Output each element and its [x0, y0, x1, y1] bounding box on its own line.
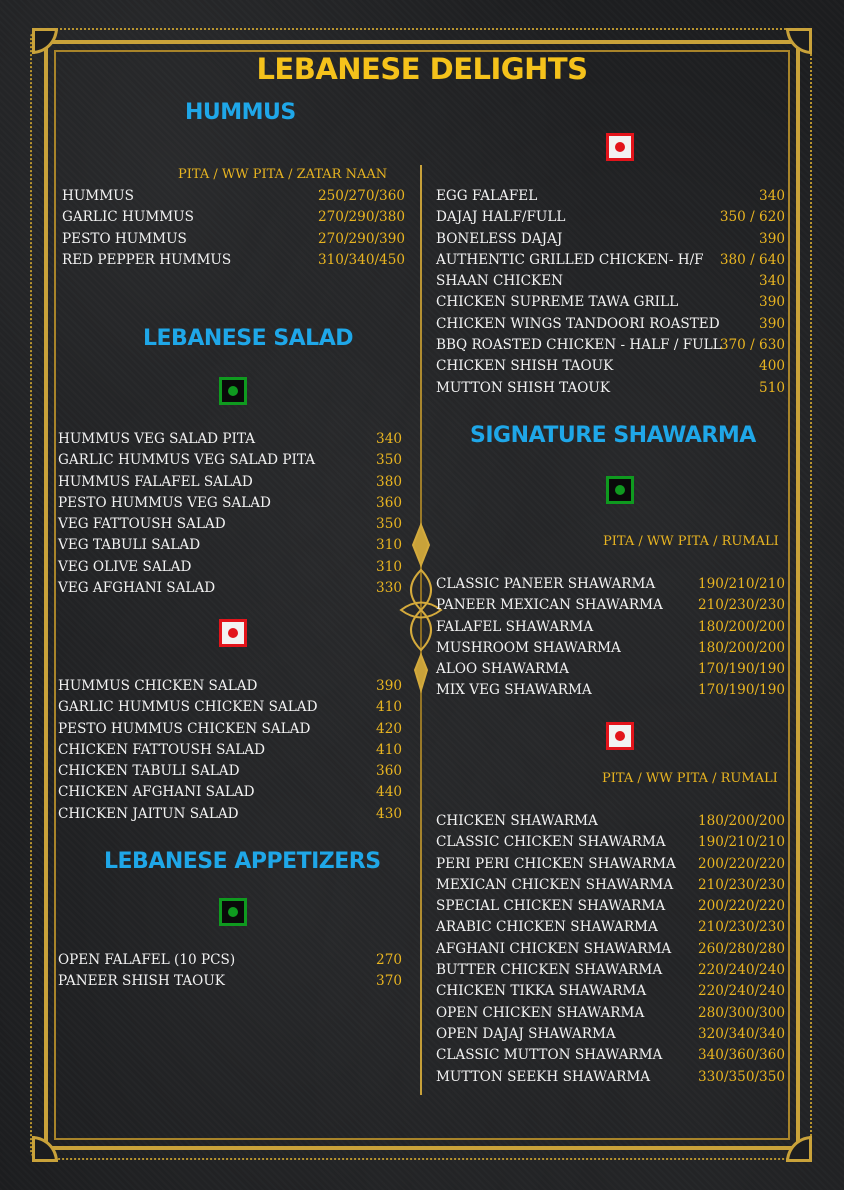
menu-item — [62, 229, 405, 250]
menu-item — [436, 638, 785, 659]
menu-item-price: 220/240/240 — [698, 962, 785, 979]
menu-item-price: 310 — [376, 558, 402, 575]
menu-item-price: 320/340/340 — [698, 1025, 785, 1042]
menu-item-price: 380 — [376, 473, 402, 490]
menu-item-price: 340/360/360 — [698, 1047, 785, 1064]
nonveg-salad-list — [58, 676, 402, 825]
menu-item-price: 270 — [376, 952, 402, 968]
menu-item — [58, 535, 402, 556]
menu-item-price: 250/270/360 — [318, 188, 405, 204]
hummus-bread-options: PITA / WW PITA / ZATAR NAAN — [178, 167, 388, 182]
menu-item-name: BONELESS DAJAJ — [436, 230, 563, 247]
menu-item-price: 170/190/190 — [698, 661, 785, 678]
menu-item — [436, 896, 785, 917]
hummus-list — [62, 186, 405, 271]
menu-item-name: AUTHENTIC GRILLED CHICKEN- H/F — [436, 251, 704, 268]
signature-shawarma-heading: SIGNATURE SHAWARMA — [470, 423, 756, 448]
menu-item-price: 420 — [376, 720, 402, 737]
menu-item-name: MUTTON SEEKH SHAWARMA — [436, 1068, 651, 1085]
menu-item-name: VEG FATTOUSH SALAD — [58, 516, 226, 533]
appetizers-list — [58, 950, 402, 993]
menu-item — [436, 595, 785, 616]
menu-item-price: 390 — [759, 230, 785, 247]
veg-shawarma-bread-options: PITA / WW PITA / RUMALI — [603, 534, 779, 549]
menu-item — [58, 472, 402, 493]
menu-item-price: 220/240/240 — [698, 983, 785, 1000]
menu-item — [436, 378, 785, 399]
menu-item-price: 280/300/300 — [698, 1004, 785, 1021]
menu-item-name: PESTO HUMMUS — [62, 230, 187, 247]
menu-item-price: 170/190/190 — [698, 682, 785, 699]
veg-symbol-icon — [219, 898, 247, 926]
menu-item — [58, 450, 402, 471]
menu-item-name: RED PEPPER HUMMUS — [62, 251, 232, 268]
menu-item-name: GARLIC HUMMUS CHICKEN SALAD — [58, 699, 318, 716]
menu-item-price: 270/290/390 — [318, 230, 405, 247]
lebanese-appetizers-heading: LEBANESE APPETIZERS — [104, 849, 381, 874]
menu-item-price: 440 — [376, 784, 402, 801]
menu-item-price: 340 — [376, 431, 402, 447]
menu-item-name: HUMMUS VEG SALAD PITA — [58, 431, 256, 447]
menu-item-name: BBQ ROASTED CHICKEN - HALF / FULL — [436, 337, 722, 354]
menu-item — [58, 697, 402, 718]
menu-item — [58, 761, 402, 782]
menu-item — [58, 804, 402, 825]
menu-item-price: 330 — [376, 580, 402, 597]
menu-item-price: 180/200/200 — [698, 618, 785, 635]
menu-item-name: HUMMUS CHICKEN SALAD — [58, 678, 258, 694]
menu-item — [436, 1045, 785, 1066]
menu-item-name: PANEER SHISH TAOUK — [58, 973, 225, 990]
menu-item — [436, 356, 785, 377]
menu-item-name: AFGHANI CHICKEN SHAWARMA — [436, 940, 672, 957]
menu-item — [436, 854, 785, 875]
menu-item-name: GARLIC HUMMUS — [62, 209, 194, 226]
menu-item-price: 190/210/210 — [698, 576, 785, 592]
menu-title: LEBANESE DELIGHTS — [256, 52, 588, 86]
menu-item — [436, 335, 785, 356]
menu-item — [436, 617, 785, 638]
menu-item — [62, 186, 405, 207]
lebanese-salad-heading: LEBANESE SALAD — [143, 326, 353, 351]
menu-item-name: OPEN FALAFEL (10 PCS) — [58, 952, 236, 968]
menu-item-name: EGG FALAFEL — [436, 188, 538, 204]
hummus-heading: HUMMUS — [185, 100, 296, 125]
menu-item-price: 430 — [376, 805, 402, 822]
menu-item-name: CHICKEN TIKKA SHAWARMA — [436, 983, 647, 1000]
menu-item — [58, 557, 402, 578]
menu-item-price: 340 — [759, 273, 785, 290]
menu-item-price: 180/200/200 — [698, 813, 785, 829]
menu-item-name: OPEN CHICKEN SHAWARMA — [436, 1004, 645, 1021]
menu-item-price: 310 — [376, 537, 402, 554]
menu-item — [436, 314, 785, 335]
menu-item-name: CHICKEN TABULI SALAD — [58, 763, 240, 780]
menu-item — [58, 676, 402, 697]
menu-item — [436, 832, 785, 853]
menu-item-name: CHICKEN SHAWARMA — [436, 813, 598, 829]
menu-item — [436, 207, 785, 228]
menu-item-name: PERI PERI CHICKEN SHAWARMA — [436, 855, 676, 872]
menu-item-name: PESTO HUMMUS VEG SALAD — [58, 494, 271, 511]
menu-item-price: 330/350/350 — [698, 1068, 785, 1085]
menu-item-price: 400 — [759, 358, 785, 375]
menu-item-price: 510 — [759, 379, 785, 396]
veg-symbol-icon — [606, 476, 634, 504]
menu-item-name: SHAAN CHICKEN — [436, 273, 564, 290]
menu-item-price: 310/340/450 — [318, 251, 405, 268]
menu-item-name: OPEN DAJAJ SHAWARMA — [436, 1025, 616, 1042]
menu-item — [436, 917, 785, 938]
menu-item-name: CLASSIC MUTTON SHAWARMA — [436, 1047, 663, 1064]
menu-item — [436, 574, 785, 595]
menu-item-price: 370 / 630 — [719, 337, 785, 354]
veg-shawarma-list — [436, 574, 785, 702]
menu-item-price: 260/280/280 — [698, 940, 785, 957]
nonveg-symbol-icon — [606, 133, 634, 161]
menu-item — [436, 186, 785, 207]
menu-item-name: DAJAJ HALF/FULL — [436, 209, 566, 226]
menu-item-name: CHICKEN AFGHANI SALAD — [58, 784, 255, 801]
menu-item-price: 410 — [376, 699, 402, 716]
menu-item-name: BUTTER CHICKEN SHAWARMA — [436, 962, 663, 979]
nonveg-symbol-icon — [219, 619, 247, 647]
menu-item — [62, 207, 405, 228]
menu-item — [436, 659, 785, 680]
menu-item-price: 210/230/230 — [698, 597, 785, 614]
menu-item — [58, 719, 402, 740]
menu-item-price: 340 — [759, 188, 785, 204]
menu-item — [436, 1024, 785, 1045]
menu-item-name: ALOO SHAWARMA — [436, 661, 569, 678]
menu-item-price: 200/220/220 — [698, 898, 785, 915]
menu-item — [436, 1067, 785, 1088]
menu-item-name: MUTTON SHISH TAOUK — [436, 379, 611, 396]
menu-item — [436, 1003, 785, 1024]
grill-list — [436, 186, 785, 399]
menu-item — [436, 271, 785, 292]
menu-item — [436, 875, 785, 896]
menu-item-price: 350 / 620 — [719, 209, 785, 226]
menu-item-price: 270/290/380 — [318, 209, 405, 226]
menu-item-price: 350 — [376, 516, 402, 533]
menu-item-price: 180/200/200 — [698, 639, 785, 656]
menu-item-price: 190/210/210 — [698, 834, 785, 851]
menu-item-name: MEXICAN CHICKEN SHAWARMA — [436, 876, 674, 893]
menu-item-name: CLASSIC PANEER SHAWARMA — [436, 576, 656, 592]
menu-item — [436, 250, 785, 271]
menu-item-name: PESTO HUMMUS CHICKEN SALAD — [58, 720, 311, 737]
menu-item-name: CHICKEN JAITUN SALAD — [58, 805, 239, 822]
menu-item-name: CHICKEN WINGS TANDOORI ROASTED — [436, 315, 720, 332]
menu-item-price: 350 — [376, 452, 402, 469]
nonveg-shawarma-list — [436, 811, 785, 1088]
menu-item — [436, 811, 785, 832]
menu-item-name: MIX VEG SHAWARMA — [436, 682, 592, 699]
menu-item-name: CHICKEN FATTOUSH SALAD — [58, 741, 265, 758]
nonveg-symbol-icon — [606, 722, 634, 750]
menu-item-name: CHICKEN SUPREME TAWA GRILL — [436, 294, 679, 311]
veg-salad-list — [58, 429, 402, 599]
menu-item-price: 360 — [376, 763, 402, 780]
menu-item — [436, 229, 785, 250]
menu-item-name: CHICKEN SHISH TAOUK — [436, 358, 614, 375]
menu-item-name: HUMMUS — [62, 188, 134, 204]
menu-item — [436, 960, 785, 981]
menu-item-price: 390 — [376, 678, 402, 694]
menu-item — [58, 493, 402, 514]
menu-item-price: 380 / 640 — [719, 251, 785, 268]
menu-item-name: GARLIC HUMMUS VEG SALAD PITA — [58, 452, 316, 469]
menu-item-name: ARABIC CHICKEN SHAWARMA — [436, 919, 658, 936]
menu-item-price: 210/230/230 — [698, 876, 785, 893]
menu-item-price: 390 — [759, 315, 785, 332]
menu-item-name: CLASSIC CHICKEN SHAWARMA — [436, 834, 666, 851]
nonveg-shawarma-bread-options: PITA / WW PITA / RUMALI — [602, 771, 778, 786]
menu-item-name: FALAFEL SHAWARMA — [436, 618, 594, 635]
menu-item — [436, 939, 785, 960]
menu-item-name: VEG AFGHANI SALAD — [58, 580, 216, 597]
menu-item — [58, 782, 402, 803]
menu-item — [436, 292, 785, 313]
menu-item — [436, 981, 785, 1002]
menu-item — [436, 680, 785, 701]
menu-item-price: 370 — [376, 973, 402, 990]
menu-item-name: SPECIAL CHICKEN SHAWARMA — [436, 898, 666, 915]
menu-item — [58, 429, 402, 450]
menu-item — [58, 971, 402, 992]
menu-item — [58, 950, 402, 971]
menu-item-price: 200/220/220 — [698, 855, 785, 872]
menu-item — [58, 514, 402, 535]
menu-item-name: PANEER MEXICAN SHAWARMA — [436, 597, 663, 614]
menu-item-price: 410 — [376, 741, 402, 758]
menu-item-name: MUSHROOM SHAWARMA — [436, 639, 621, 656]
veg-symbol-icon — [219, 377, 247, 405]
menu-item-name: VEG TABULI SALAD — [58, 537, 201, 554]
menu-item-name: VEG OLIVE SALAD — [58, 558, 192, 575]
menu-item — [58, 740, 402, 761]
menu-item-price: 390 — [759, 294, 785, 311]
menu-item-name: HUMMUS FALAFEL SALAD — [58, 473, 253, 490]
menu-item-price: 210/230/230 — [698, 919, 785, 936]
menu-item-price: 360 — [376, 494, 402, 511]
menu-item — [62, 250, 405, 271]
menu-item — [58, 578, 402, 599]
